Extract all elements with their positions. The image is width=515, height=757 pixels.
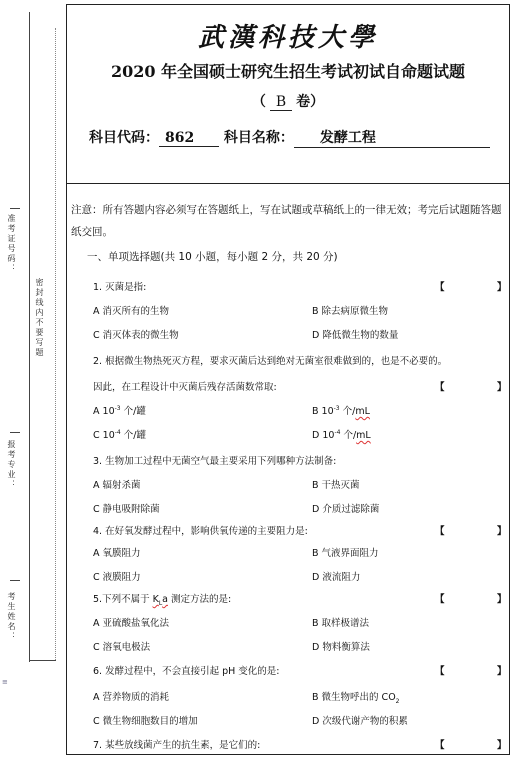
q5-option-a: A 亚硫酸盐氧化法 [93,618,170,629]
q1-option-c: C 消灭体表的微生物 [93,330,179,341]
notice-text: 注意：所有答题内容必须写在答题纸上，写在试题或草稿纸上的一律无效；考完后试题随答题纸交回。 [71,204,502,238]
q4-option-d: D 液流阻力 [312,572,361,583]
question-5: 5.下列不属于 $K_La$ 测定方法的是: [93,594,232,607]
q2-option-c: C $10^{-4}$ 个/罐 [93,428,146,441]
subject-line [89,127,490,148]
binding-line [29,12,30,662]
page-marker-icon: ≡ [2,678,8,686]
subject-code-label: 科目代码： [89,130,159,146]
major-field[interactable] [10,432,20,433]
university-logo: 武漢科技大學 [197,23,378,53]
subject-name-label: 科目名称： [223,130,294,146]
q1-option-b: B 除去病原微生物 [312,306,389,317]
answer-bracket-left: 【 [435,282,445,293]
question-1: 1. 灭菌是指: [93,282,147,293]
q3-option-a: A 辐射杀菌 [93,480,141,491]
q5-option-c: C 溶氧电极法 [93,642,151,653]
question-2-line1: 2. 根据微生物热死灭方程，要求灭菌后达到绝对无菌室很难做到的，也是不必要的。 [93,356,448,367]
section-heading: 一、单项选择题(共 10 小题，每小题 2 分，共 20 分) [87,251,338,263]
binding-line-bottom [29,660,56,661]
exam-title: 2020 年全国硕士研究生招生考试初试自命题试题 [110,62,466,81]
q1-option-a: A 消灭所有的生物 [93,306,170,317]
q3-option-d: D 介质过滤除菌 [312,504,380,515]
answer-bracket-left: 【 [435,526,445,537]
q3-option-b: B 干热灭菌 [312,480,360,491]
answer-bracket-right: 】 [497,526,507,537]
answer-bracket-left: 【 [435,740,445,751]
q2-option-a: A $10^{-3}$ 个/罐 [93,404,146,417]
q2-option-b: B $10^{-3}$ 个/mL [312,404,370,417]
question-6: 6. 发酵过程中，不会直接引起 pH 变化的是: [93,666,280,677]
name-field[interactable] [10,580,20,581]
q4-option-a: A 氧膜阻力 [93,548,141,559]
question-7: 7. 某些放线菌产生的抗生素，是它们的: [93,740,261,751]
binding-note: 密封线内不要写题 [35,278,44,358]
q4-option-c: C 液膜阻力 [93,572,141,583]
q1-option-d: D 降低微生物的数量 [312,330,399,341]
paper-letter: B [270,94,292,111]
answer-bracket-left: 【 [435,666,445,677]
q3-option-c: C 静电吸附除菌 [93,504,160,515]
paper-version: （ B 卷） [251,94,325,110]
name-label: 考生姓名： [7,592,16,642]
binding-dashed-line [55,28,56,660]
q4-option-b: B 气液界面阻力 [312,548,379,559]
q6-option-c: C 微生物细胞数目的增加 [93,716,198,727]
exam-header [67,5,509,184]
exam-id-label: 准考证号码： [7,214,16,274]
answer-bracket-left: 【 [435,382,445,393]
q6-option-d: D 次级代谢产物的积累 [312,716,408,727]
question-4: 4. 在好氧发酵过程中，影响供氧传递的主要阻力是: [93,526,308,537]
major-label: 报考专业： [7,440,16,490]
answer-bracket-right: 】 [497,666,507,677]
q5-option-b: B 取样极谱法 [312,618,370,629]
question-3: 3. 生物加工过程中无菌空气最主要采用下列哪种方法制备: [93,456,337,467]
answer-bracket-right: 】 [497,594,507,605]
answer-bracket-left: 【 [435,594,445,605]
binding-margin [0,0,64,757]
q2-option-d: D $10^{-4}$ 个/mL [312,428,371,441]
subject-code-value: 862 [159,130,219,147]
question-2-line2: 因此，在工程设计中灭菌后残存活菌数常取: [93,382,277,393]
q6-option-b: B 微生物呼出的 $CO_2$ [312,692,400,705]
subject-name-value: 发酵工程 [294,127,490,148]
q5-option-d: D 物料衡算法 [312,642,370,653]
exam-sheet [66,4,510,755]
exam-id-field[interactable] [10,208,20,209]
answer-bracket-right: 】 [497,740,507,751]
answer-bracket-right: 】 [497,382,507,393]
q6-option-a: A 营养物质的消耗 [93,692,170,703]
answer-bracket-right: 】 [497,282,507,293]
